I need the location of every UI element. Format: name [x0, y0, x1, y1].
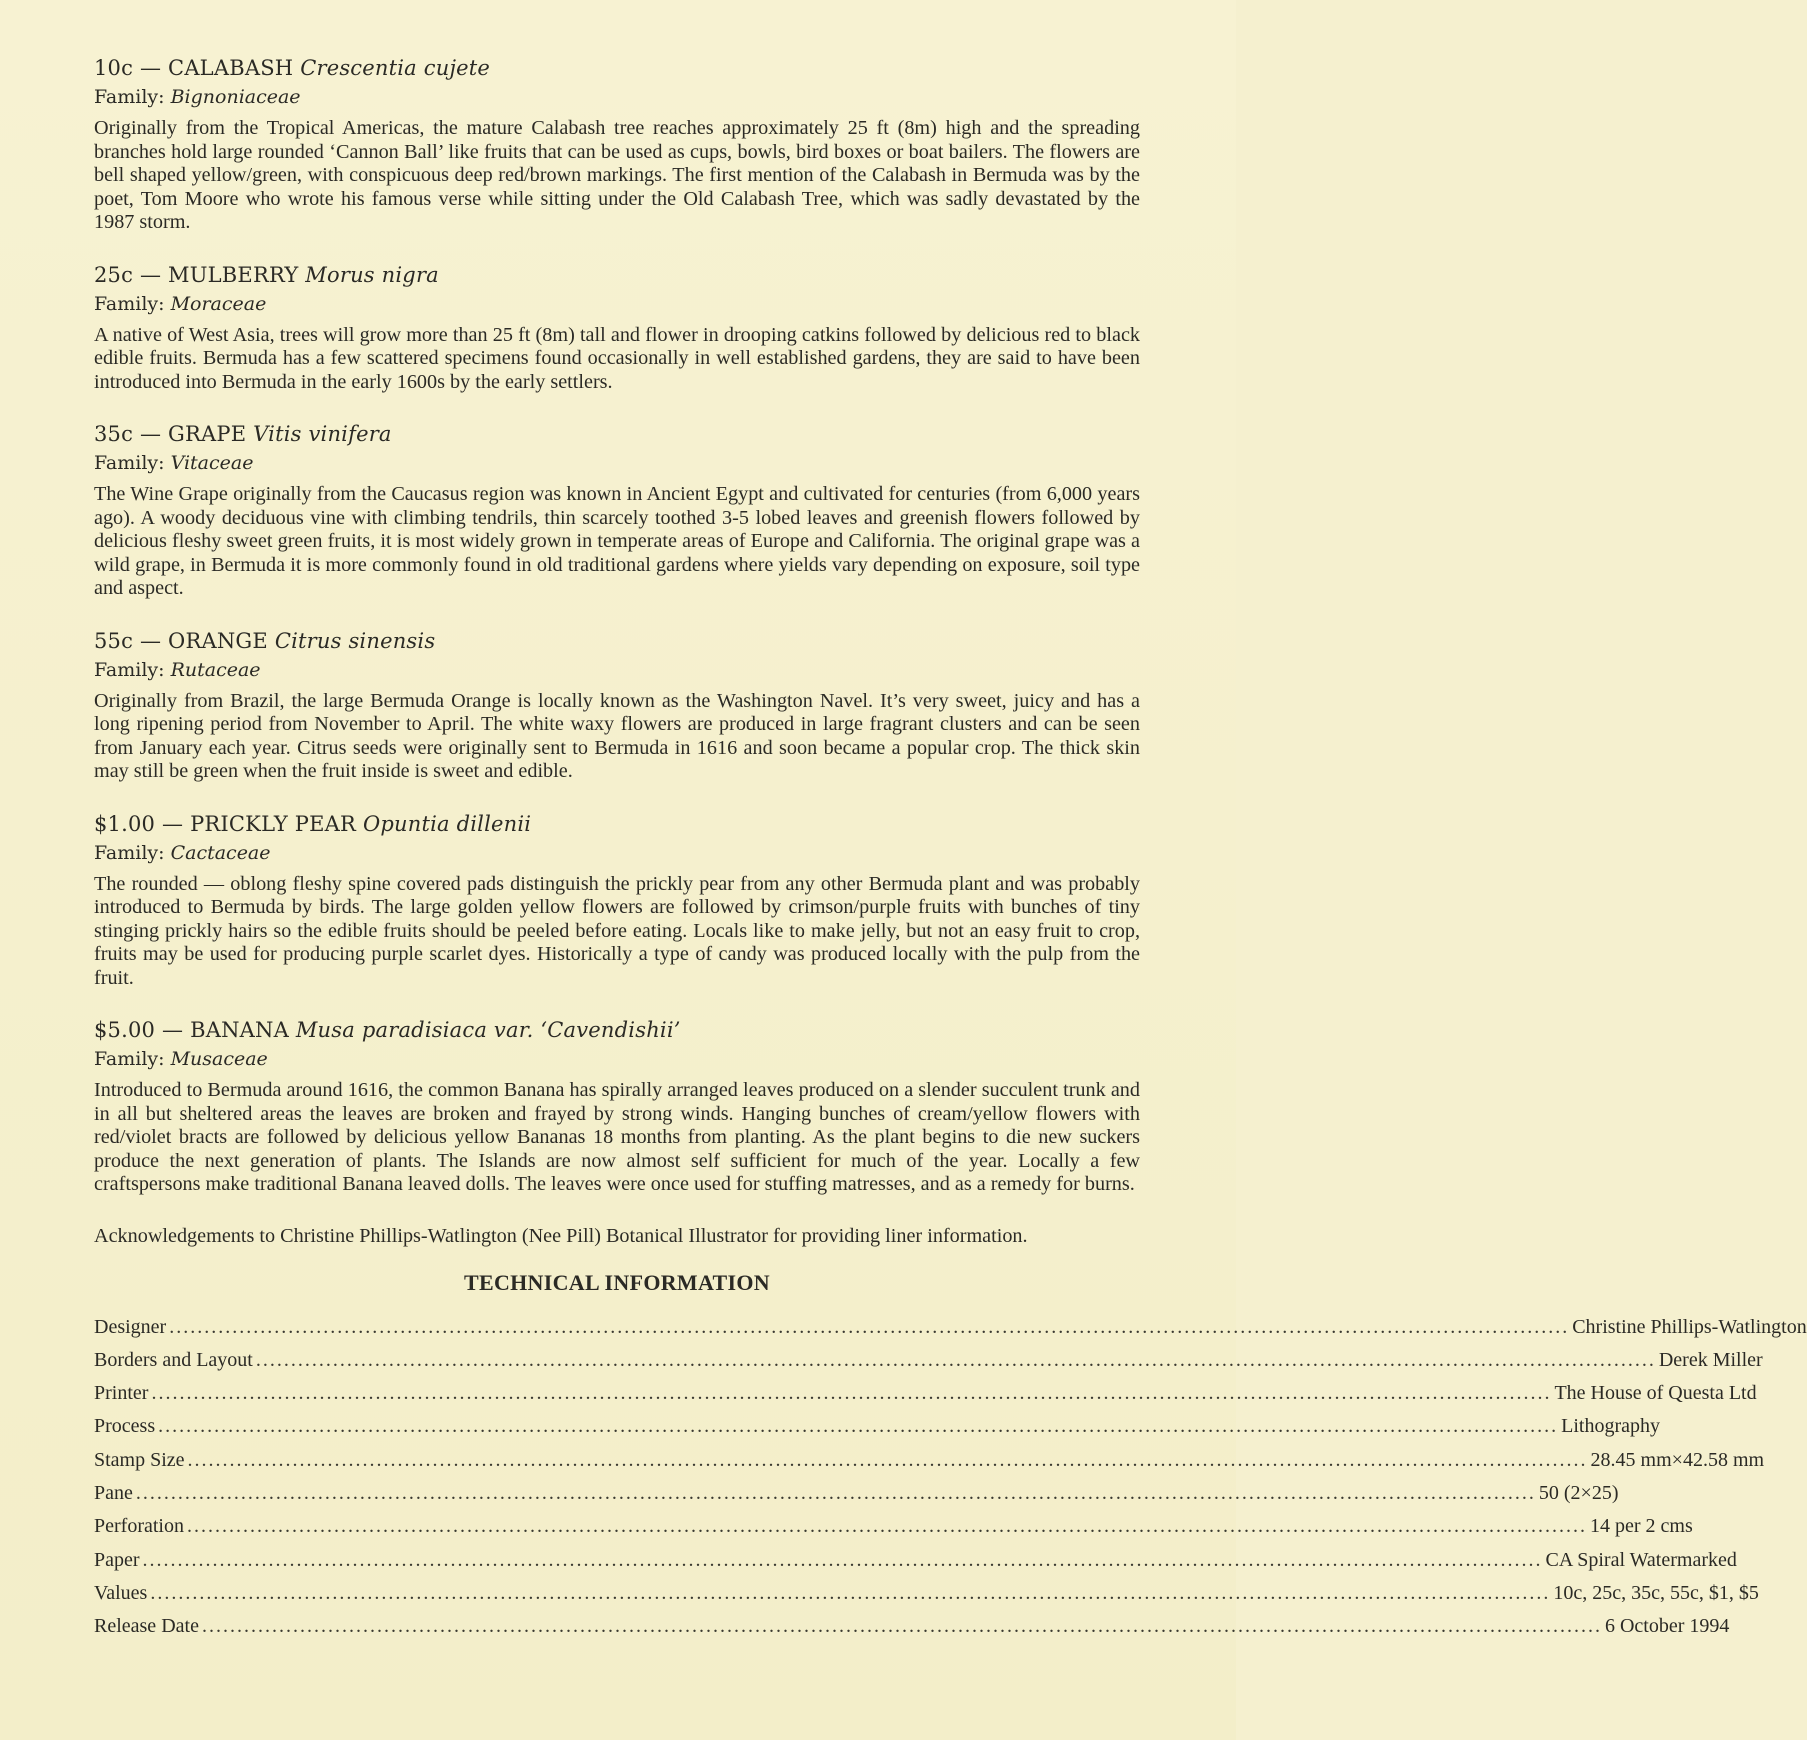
tech-value: 10c, 25c, 35c, 55c, $1, $5 [1553, 1581, 1759, 1604]
technical-info-title: TECHNICAL INFORMATION [464, 1269, 770, 1295]
dot-leader: ........................................................................................................................................................................................................ [186, 1515, 1587, 1538]
tech-label: Values [94, 1581, 148, 1604]
stamp-name: PRICKLY PEAR [190, 811, 357, 836]
tech-value: The House of Questa Ltd [1554, 1382, 1757, 1405]
tech-row-borders [94, 1348, 1763, 1382]
stamp-description: Originally from Brazil, the large Bermuda Orange is locally known as the Washington Navel. It’s very sweet, juicy and has a long ripening period from November to April. The white waxy flowers are produced in large fragrant clusters and can be seen from January each year. Citrus seeds were originally sent to Bermuda in 1616 and soon became a popular crop. The thick skin may still be green when the fruit inside is sweet and edible. [94, 689, 1140, 782]
stamp-section-calabash [94, 56, 1140, 235]
tech-row-pane [94, 1481, 1619, 1515]
stamp-name: BANANA [190, 1018, 289, 1042]
stamp-latin-name: Vitis vinifera [253, 422, 392, 446]
family-name: Musaceae [170, 1048, 268, 1070]
stamp-latin-name: Crescentia cujete [300, 56, 491, 80]
tech-row-stamp-size [94, 1448, 1765, 1482]
tech-value: Lithography [1561, 1415, 1660, 1438]
dot-leader: ........................................................................................................................................................................................................ [151, 1382, 1552, 1405]
stamp-latin-name: Opuntia dillenii [362, 811, 532, 836]
dot-leader: ........................................................................................................................................................................................................ [158, 1415, 1559, 1438]
stamp-value: 25c [94, 262, 134, 287]
stamp-heading: 10c — CALABASH Crescentia cujete [94, 56, 491, 80]
dot-leader: ........................................................................................................................................................................................................ [135, 1481, 1536, 1504]
tech-label: Release Date [94, 1615, 199, 1638]
stamp-description: A native of West Asia, trees will grow more than 25 ft (8m) tall and flower in drooping catkins followed by delicious red to black edible fruits. Bermuda has a few scattered specimens found occasionally in well established gardens, they are said to have been introduced into Bermuda in the early 1600s by the early settlers. [94, 323, 1140, 393]
stamp-family [94, 452, 1140, 474]
tech-row-paper [94, 1548, 1737, 1582]
stamp-family [94, 1048, 1140, 1070]
tech-label: Paper [94, 1548, 140, 1571]
tech-label: Process [94, 1415, 156, 1438]
stamp-name: ORANGE [168, 628, 268, 653]
stamp-description: Originally from the Tropical Americas, the mature Calabash tree reaches approximately 25 ft (8m) high and the spreading branches hold large rounded ‘Cannon Ball’ like fruits that can be used as cups, bowls, bird boxes or boat bailers. The flowers are bell shaped yellow/green, with conspicuous deep red/brown markings. The first mention of the Calabash in Bermuda was by the poet, Tom Moore who wrote his famous verse while sitting under the Old Calabash Tree, which was sadly devastated by the 1987 storm. [94, 117, 1140, 233]
stamp-heading: 25c — MULBERRY Morus nigra [94, 262, 439, 287]
dot-leader: ........................................................................................................................................................................................................ [255, 1348, 1656, 1371]
tech-label: Borders and Layout [94, 1348, 253, 1371]
stamp-family [94, 842, 1140, 864]
tech-label: Designer [94, 1315, 167, 1338]
stamp-heading: $1.00 — PRICKLY PEAR Opuntia dillenii [94, 811, 532, 836]
stamp-value: $5.00 [94, 1018, 156, 1042]
tech-value: CA Spiral Watermarked [1545, 1548, 1737, 1571]
family-label: Family: [94, 841, 165, 864]
stamp-description: The Wine Grape originally from the Caucasus region was known in Ancient Egypt and cultivated for centuries (from 6,000 years ago). A woody deciduous vine with climbing tendrils, thin scarcely toothed 3-5 lobed leaves and greenish flowers followed by delicious fleshy sweet green fruits, it is most widely grown in temperate areas of Europe and California. The original grape was a wild grape, in Bermuda it is more commonly found in old traditional gardens where yields vary depending on exposure, soil type and aspect. [94, 483, 1140, 599]
tech-label: Pane [94, 1481, 133, 1504]
family-label: Family: [94, 452, 165, 474]
family-name: Cactaceae [170, 841, 271, 864]
stamp-value: 35c [94, 422, 134, 446]
tech-row-perforation [94, 1515, 1693, 1548]
stamp-latin-name: Musa paradisiaca var. ‘Cavendishii’ [295, 1018, 681, 1042]
dot-leader: ........................................................................................................................................................................................................ [201, 1615, 1602, 1638]
family-label: Family: [94, 86, 165, 108]
family-label: Family: [94, 292, 165, 315]
tech-value: 50 (2×25) [1538, 1481, 1619, 1504]
family-label: Family: [94, 1048, 165, 1070]
technical-info-table [94, 1315, 1807, 1649]
stamp-value: 10c [94, 56, 134, 80]
stamp-latin-name: Morus nigra [305, 262, 439, 287]
stamp-family [94, 86, 1140, 108]
stamp-latin-name: Citrus sinensis [274, 628, 436, 653]
tech-value: 28.45 mm×42.58 mm [1590, 1448, 1765, 1471]
family-name: Moraceae [170, 292, 267, 315]
stamp-section-orange [94, 629, 1140, 784]
stamp-name: CALABASH [168, 56, 294, 80]
tech-row-release-date [94, 1615, 1730, 1648]
stamp-section-banana [94, 1018, 1140, 1197]
dot-leader: ........................................................................................................................................................................................................ [150, 1581, 1551, 1604]
stamp-section-mulberry [94, 263, 1140, 395]
stamp-heading: 55c — ORANGE Citrus sinensis [94, 628, 436, 653]
dot-leader: ........................................................................................................................................................................................................ [142, 1548, 1543, 1571]
stamp-name: GRAPE [168, 422, 247, 446]
tech-value: Christine Phillips-Watlington [1572, 1315, 1807, 1338]
dot-leader: ........................................................................................................................................................................................................ [169, 1315, 1570, 1338]
family-name: Rutaceae [170, 658, 261, 681]
acknowledgements: Acknowledgements to Christine Phillips-Watlington (Nee Pill) Botanical Illustrator for providing liner information. [94, 1224, 1028, 1247]
dot-leader: ........................................................................................................................................................................................................ [187, 1448, 1588, 1471]
family-name: Bignoniaceae [170, 86, 301, 108]
tech-label: Stamp Size [94, 1448, 185, 1471]
stamp-value: $1.00 [94, 811, 156, 836]
stamp-heading: $5.00 — BANANA Musa paradisiaca var. ‘Cavendishii’ [94, 1018, 681, 1042]
tech-row-process [94, 1415, 1660, 1448]
family-name: Vitaceae [170, 452, 254, 474]
stamp-description: The rounded — oblong fleshy spine covered pads distinguish the prickly pear from any other Bermuda plant and was probably introduced to Bermuda by birds. The large golden yellow flowers are followed by crimson/purple fruits with bunches of tiny stinging prickly hairs so the edible fruits should be peeled before eating. Locals like to make jelly, but not an easy fruit to crop, fruits may be used for producing purple scarlet dyes. Historically a type of candy was produced locally with the pulp from the fruit. [94, 872, 1140, 989]
tech-label: Printer [94, 1382, 149, 1405]
tech-label: Perforation [94, 1515, 184, 1538]
stamp-section-grape [94, 422, 1140, 601]
tech-row-printer [94, 1382, 1757, 1415]
family-label: Family: [94, 658, 165, 681]
tech-value: Derek Miller [1658, 1348, 1763, 1371]
stamp-value: 55c [94, 628, 134, 653]
tech-value: 6 October 1994 [1604, 1615, 1730, 1638]
stamp-family [94, 659, 1140, 681]
stamp-family [94, 293, 1140, 315]
stamp-heading: 35c — GRAPE Vitis vinifera [94, 422, 392, 446]
tech-row-values [94, 1581, 1759, 1615]
tech-row-designer [94, 1315, 1807, 1349]
stamp-section-prickly-pear [94, 812, 1140, 991]
stamp-name: MULBERRY [168, 262, 299, 287]
stamp-description: Introduced to Bermuda around 1616, the common Banana has spirally arranged leaves produced on a slender succulent trunk and in all but sheltered areas the leaves are broken and frayed by strong winds. Hanging bunches of cream/yellow flowers with red/violet bracts are followed by delicious yellow Bananas 18 months from planting. As the plant begins to die new suckers produce the next generation of plants. The Islands are now almost self sufficient for much of the year. Locally a few craftspersons make traditional Banana leaved dolls. The leaves were once used for stuffing matresses, and as a remedy for burns. [94, 1079, 1140, 1195]
tech-value: 14 per 2 cms [1589, 1515, 1693, 1538]
